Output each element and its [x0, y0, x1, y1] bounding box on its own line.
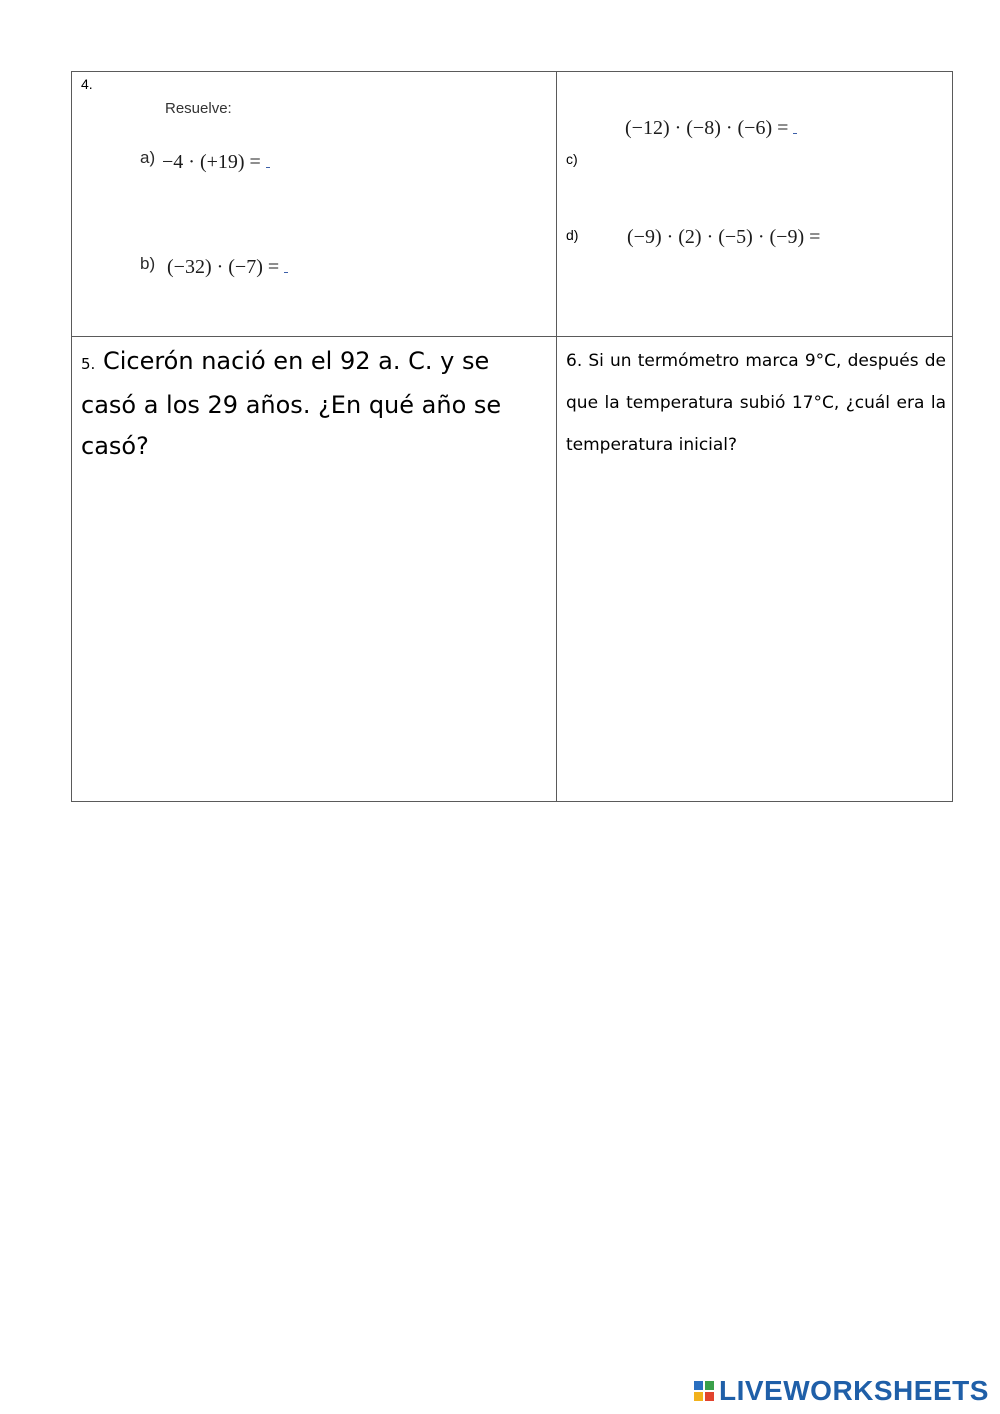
item-b-expression-text: (−32) · (−7) = [167, 256, 280, 278]
liveworksheets-logo-text: LIVEWORKSHEETS [719, 1375, 989, 1406]
question-6-text: 6. Si un termómetro marca 9°C, después de que la temperatura subió 17°C, ¿cuál era la temperatura inicial? [566, 351, 946, 455]
item-b-answer-blank[interactable] [284, 258, 288, 273]
question-5 [81, 341, 541, 467]
item-b-expression [167, 256, 288, 279]
liveworksheets-logo [693, 1375, 989, 1407]
question-5-cell [72, 337, 556, 802]
liveworksheets-logo-icon [693, 1380, 715, 1402]
worksheet-grid [71, 71, 953, 802]
item-a-label: a) [140, 148, 156, 167]
item-c-expression [625, 117, 797, 140]
question-4-cell [72, 72, 556, 336]
item-d-label: d) [566, 227, 579, 243]
item-b-label: b) [140, 254, 156, 273]
question-6-cell [557, 337, 953, 802]
question-4-instruction: Resuelve: [165, 100, 232, 117]
item-c-label: c) [566, 151, 578, 167]
item-a-expression [162, 151, 270, 174]
question-5-text: Cicerón nació en el 92 a. C. y se casó a los 29 años. ¿En qué año se casó? [81, 347, 502, 460]
question-4-cd-cell [557, 72, 953, 336]
item-a-expression-text: −4 · (+19) = [162, 151, 261, 173]
item-c-answer-blank[interactable] [793, 119, 797, 134]
question-4-number: 4. [81, 76, 93, 92]
item-d-expression-text: (−9) · (2) · (−5) · (−9) = [627, 226, 821, 248]
item-a-answer-blank[interactable] [266, 153, 270, 168]
item-c-expression-text: (−12) · (−8) · (−6) = [625, 117, 789, 139]
question-5-number: 5. [81, 355, 96, 373]
item-d-expression [627, 226, 820, 249]
